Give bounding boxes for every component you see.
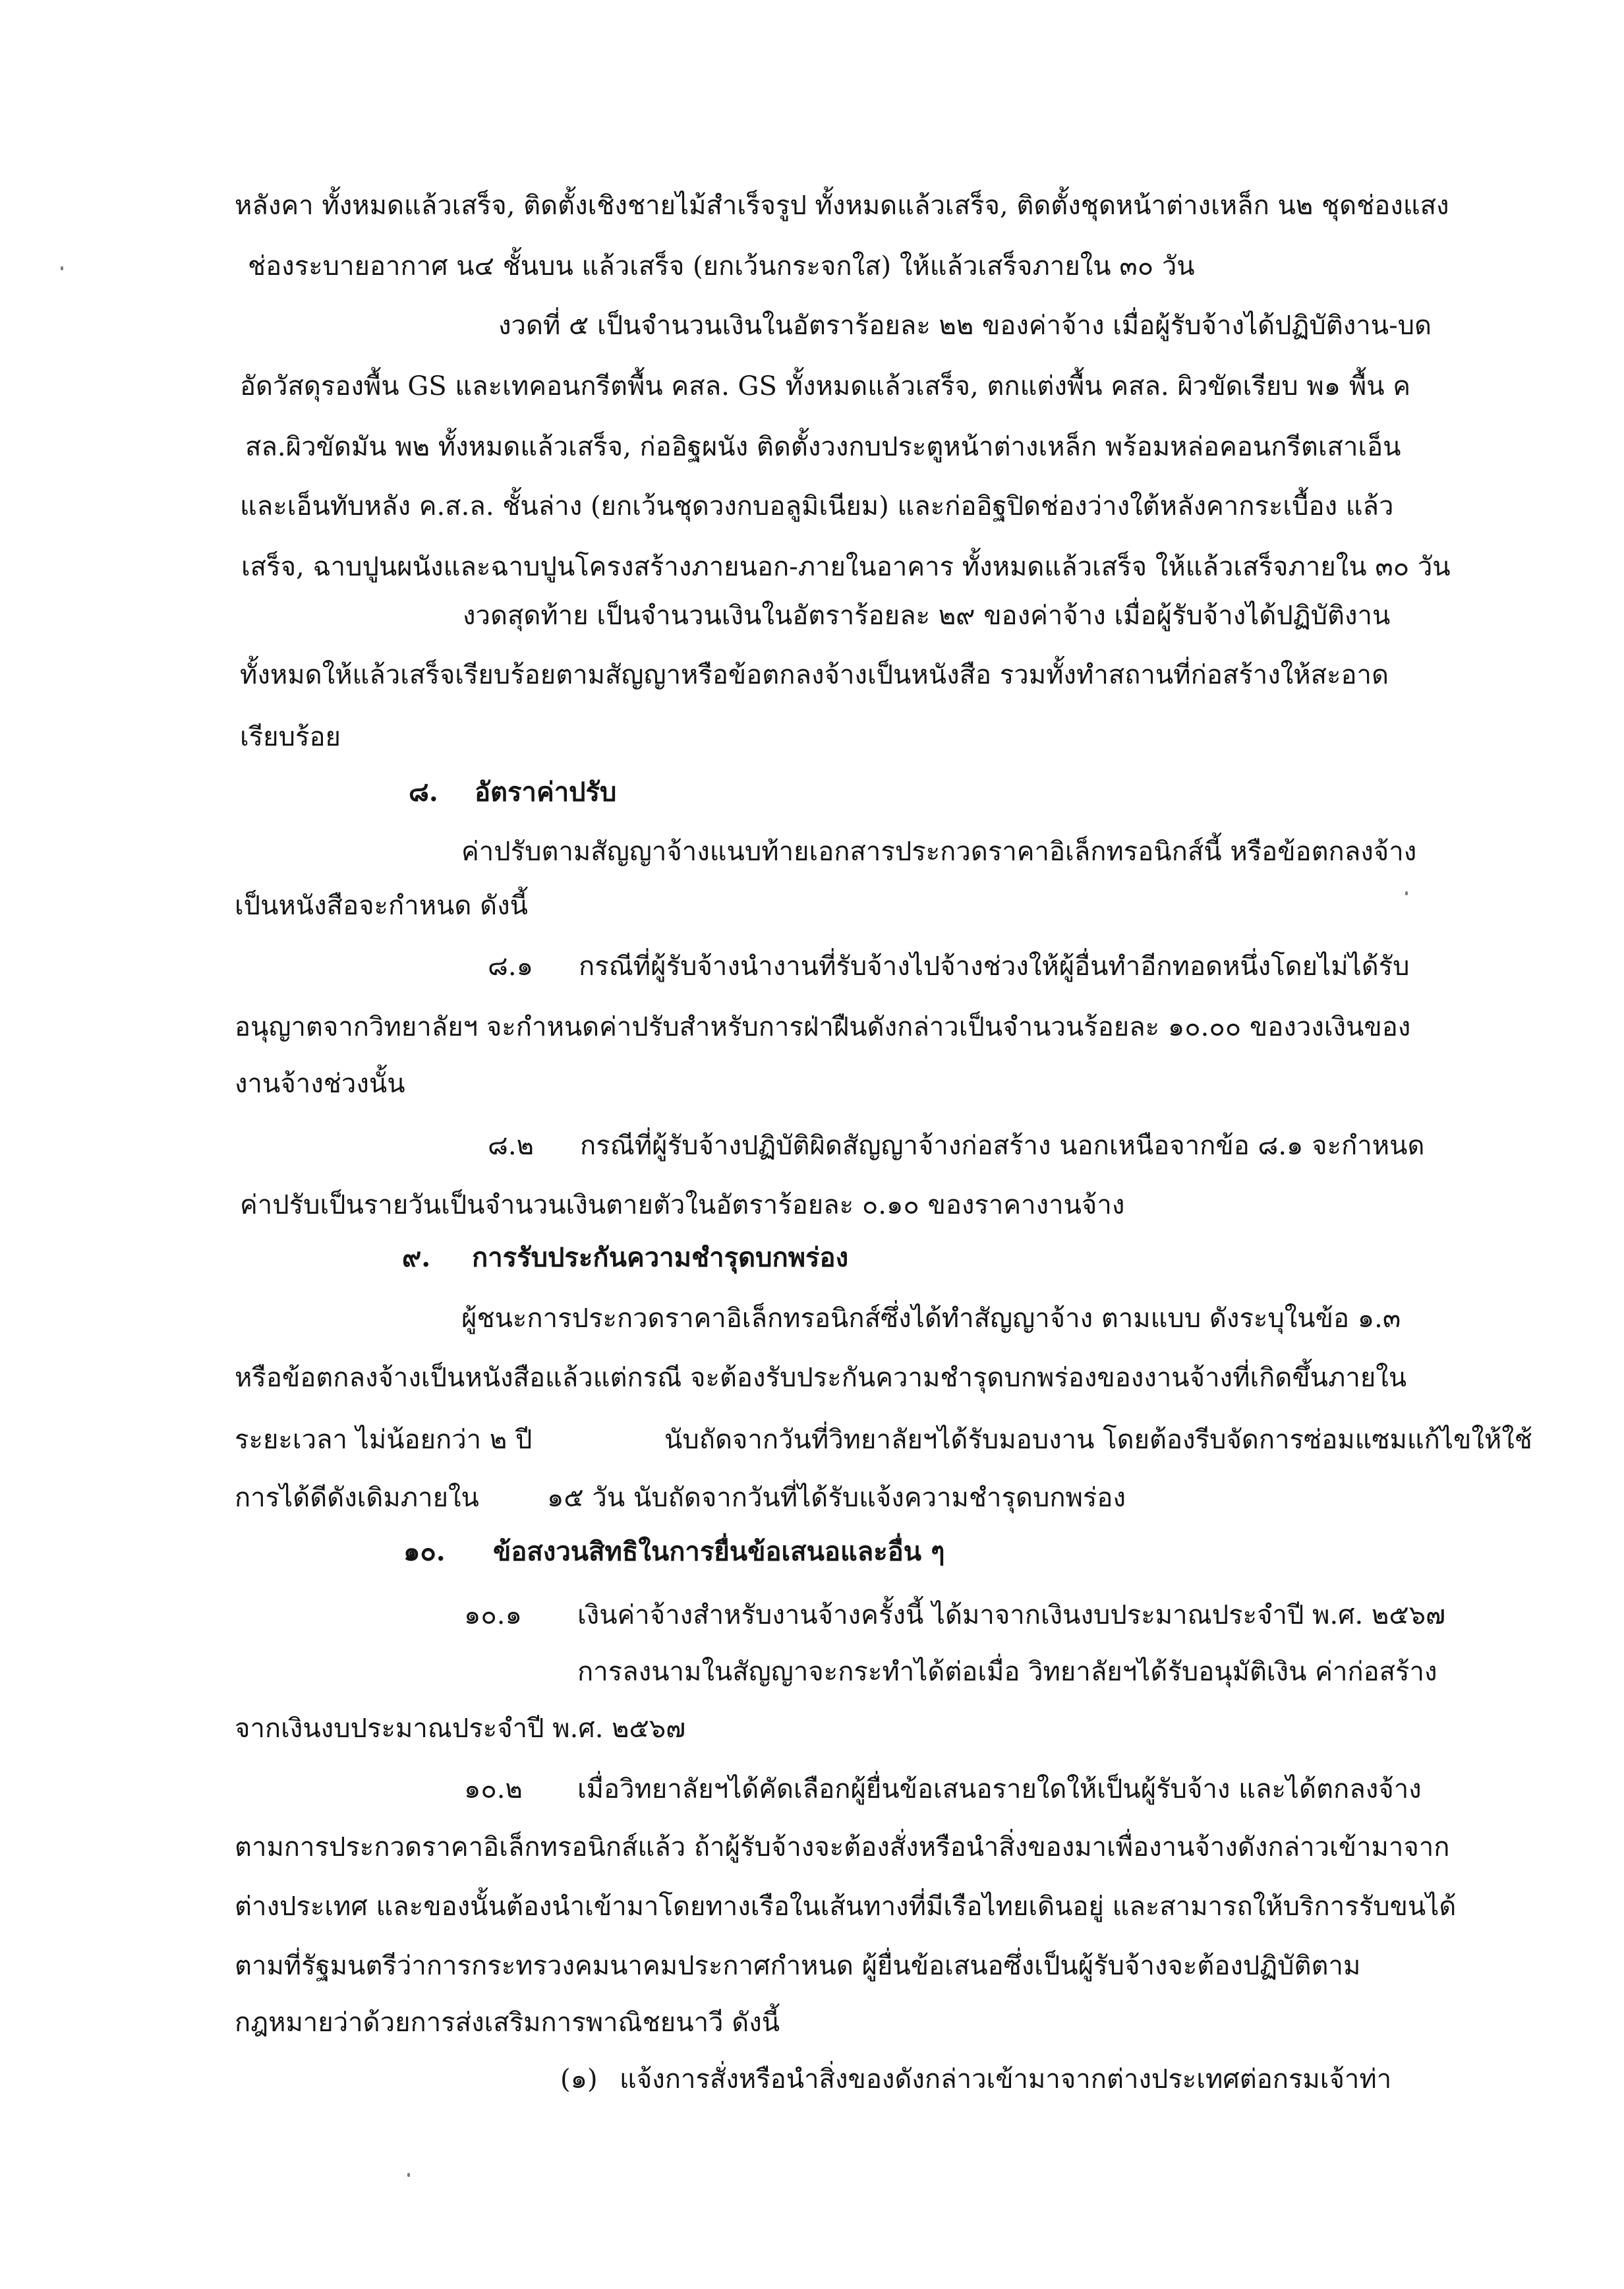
clause-number: ๘.๑ — [488, 951, 533, 982]
paragraph-line: เมื่อวิทยาลัยฯได้คัดเลือกผู้ยื่นข้อเสนอรายใดให้เป็นผู้รับจ้าง และได้ตกลงจ้าง — [577, 1774, 1422, 1804]
paragraph-line: ต่างประเทศ และของนั้นต้องนำเข้ามาโดยทางเรือในเส้นทางที่มีเรือไทยเดินอยู่ และสามารถให้บริการรับขนได้ — [235, 1891, 1457, 1922]
paragraph-line: ๑๕ วัน นับถัดจากวันที่ได้รับแจ้งความชำรุดบกพร่อง — [547, 1483, 1126, 1513]
clause-number: ๘.๒ — [488, 1131, 534, 1161]
paragraph-line: งวดสุดท้าย เป็นจำนวนเงินในอัตราร้อยละ ๒๙ ของค่าจ้าง เมื่อผู้รับจ้างได้ปฏิบัติงาน — [463, 601, 1391, 631]
section-heading: อัตราค่าปรับ — [475, 777, 617, 808]
paragraph-line: นับถัดจากวันที่วิทยาลัยฯได้รับมอบงาน โดยต้องรีบจัดการซ่อมแซมแก้ไขให้ใช้ — [664, 1425, 1532, 1455]
section-number: ๑๐. — [403, 1536, 446, 1567]
paragraph-line: หลังคา ทั้งหมดแล้วเสร็จ, ติดตั้งเชิงชายไม้สำเร็จรูป ทั้งหมดแล้วเสร็จ, ติดตั้งชุดหน้าต่างเหล็ก น๒ ชุดช่องแสง — [235, 191, 1449, 221]
paragraph-line: ช่องระบายอากาศ น๔ ชั้นบน แล้วเสร็จ (ยกเว้นกระจกใส) ให้แล้วเสร็จภายใน ๓๐ วัน — [248, 251, 1195, 282]
scan-speck — [61, 266, 63, 270]
paragraph-line: ระยะเวลา ไม่น้อยกว่า ๒ ปี — [235, 1425, 533, 1455]
paragraph-line: เป็นหนังสือจะกำหนด ดังนี้ — [235, 891, 528, 921]
section-heading: การรับประกันความชำรุดบกพร่อง — [472, 1242, 849, 1273]
paragraph-line: ค่าปรับตามสัญญาจ้างแนบท้ายเอกสารประกวดราคาอิเล็กทรอนิกส์นี้ หรือข้อตกลงจ้าง — [461, 837, 1417, 867]
paragraph-line: จากเงินงบประมาณประจำปี พ.ศ. ๒๕๖๗ — [235, 1713, 686, 1744]
paragraph-line: แจ้งการสั่งหรือนำสิ่งของดังกล่าวเข้ามาจากต่างประเทศต่อกรมเจ้าท่า — [620, 2064, 1392, 2095]
section-number: ๘. — [409, 777, 438, 808]
paragraph-line: เงินค่าจ้างสำหรับงานจ้างครั้งนี้ ได้มาจากเงินงบประมาณประจำปี พ.ศ. ๒๕๖๗ — [577, 1600, 1446, 1630]
paragraph-line: หรือข้อตกลงจ้างเป็นหนังสือแล้วแต่กรณี จะต้องรับประกันความชำรุดบกพร่องของงานจ้างที่เกิดขึ้นภายใน — [235, 1363, 1407, 1393]
subclause-number: (๑) — [560, 2064, 598, 2095]
section-number: ๙. — [402, 1242, 431, 1273]
paragraph-line: อัดวัสดุรองพื้น GS และเทคอนกรีตพื้น คสล. GS ทั้งหมดแล้วเสร็จ, ตกแต่งพื้น คสล. ผิวขัดเรียบ พ๑ พื้น ค — [240, 371, 1411, 401]
paragraph-line: กฎหมายว่าด้วยการส่งเสริมการพาณิชยนาวี ดังนี้ — [235, 2007, 780, 2038]
paragraph-line: งานจ้างช่วงนั้น — [235, 1069, 405, 1099]
paragraph-line: เสร็จ, ฉาบปูนผนังและฉาบปูนโครงสร้างภายนอก-ภายในอาคาร ทั้งหมดแล้วเสร็จ ให้แล้วเสร็จภายใน ๓๐ วัน — [241, 552, 1451, 582]
clause-number: ๑๐.๑ — [464, 1600, 522, 1630]
paragraph-line: ตามการประกวดราคาอิเล็กทรอนิกส์แล้ว ถ้าผู้รับจ้างจะต้องสั่งหรือนำสิ่งของมาเพื่องานจ้างดังกล่าวเข้ามาจาก — [235, 1832, 1450, 1862]
scan-speck — [1405, 891, 1408, 895]
paragraph-line: สล.ผิวขัดมัน พ๒ ทั้งหมดแล้วเสร็จ, ก่ออิฐผนัง ติดตั้งวงกบประตูหน้าต่างเหล็ก พร้อมหล่อคอนกรีตเสาเอ็น — [245, 432, 1401, 462]
paragraph-line: และเอ็นทับหลัง ค.ส.ล. ชั้นล่าง (ยกเว้นชุดวงกบอลูมิเนียม) และก่ออิฐปิดช่องว่างใต้หลังคากระเบื้อง แล้ว — [240, 491, 1394, 521]
paragraph-line: ค่าปรับเป็นรายวันเป็นจำนวนเงินตายตัวในอัตราร้อยละ ๐.๑๐ ของราคางานจ้าง — [240, 1190, 1125, 1220]
clause-number: ๑๐.๒ — [464, 1774, 523, 1804]
paragraph-line: ตามที่รัฐมนตรีว่าการกระทรวงคมนาคมประกาศกำหนด ผู้ยื่นข้อเสนอซึ่งเป็นผู้รับจ้างจะต้องปฏิบัติตาม — [235, 1951, 1361, 1981]
section-heading: ข้อสงวนสิทธิในการยื่นข้อเสนอและอื่น ๆ — [493, 1536, 945, 1567]
paragraph-line: เรียบร้อย — [240, 722, 341, 752]
paragraph-line: ทั้งหมดให้แล้วเสร็จเรียบร้อยตามสัญญาหรือข้อตกลงจ้างเป็นหนังสือ รวมทั้งทำสถานที่ก่อสร้างให้สะอาด — [240, 660, 1389, 690]
paragraph-line: งวดที่ ๕ เป็นจำนวนเงินในอัตราร้อยละ ๒๒ ของค่าจ้าง เมื่อผู้รับจ้างได้ปฏิบัติงาน-บด — [498, 311, 1432, 341]
paragraph-line: กรณีที่ผู้รับจ้างนำงานที่รับจ้างไปจ้างช่วงให้ผู้อื่นทำอีกทอดหนึ่งโดยไม่ได้รับ — [579, 951, 1410, 982]
scan-speck — [407, 2173, 410, 2177]
paragraph-line: การลงนามในสัญญาจะกระทำได้ต่อเมื่อ วิทยาลัยฯได้รับอนุมัติเงิน ค่าก่อสร้าง — [577, 1657, 1437, 1687]
paragraph-line: กรณีที่ผู้รับจ้างปฏิบัติผิดสัญญาจ้างก่อสร้าง นอกเหนือจากข้อ ๘.๑ จะกำหนด — [580, 1131, 1425, 1161]
paragraph-line: อนุญาตจากวิทยาลัยฯ จะกำหนดค่าปรับสำหรับการฝ่าฝืนดังกล่าวเป็นจำนวนร้อยละ ๑๐.๐๐ ของวงเงินของ — [235, 1012, 1411, 1042]
paragraph-line: ผู้ชนะการประกวดราคาอิเล็กทรอนิกส์ซึ่งได้ทำสัญญาจ้าง ตามแบบ ดังระบุในข้อ ๑.๓ — [461, 1303, 1401, 1334]
paragraph-line: การได้ดีดังเดิมภายใน — [235, 1483, 479, 1513]
